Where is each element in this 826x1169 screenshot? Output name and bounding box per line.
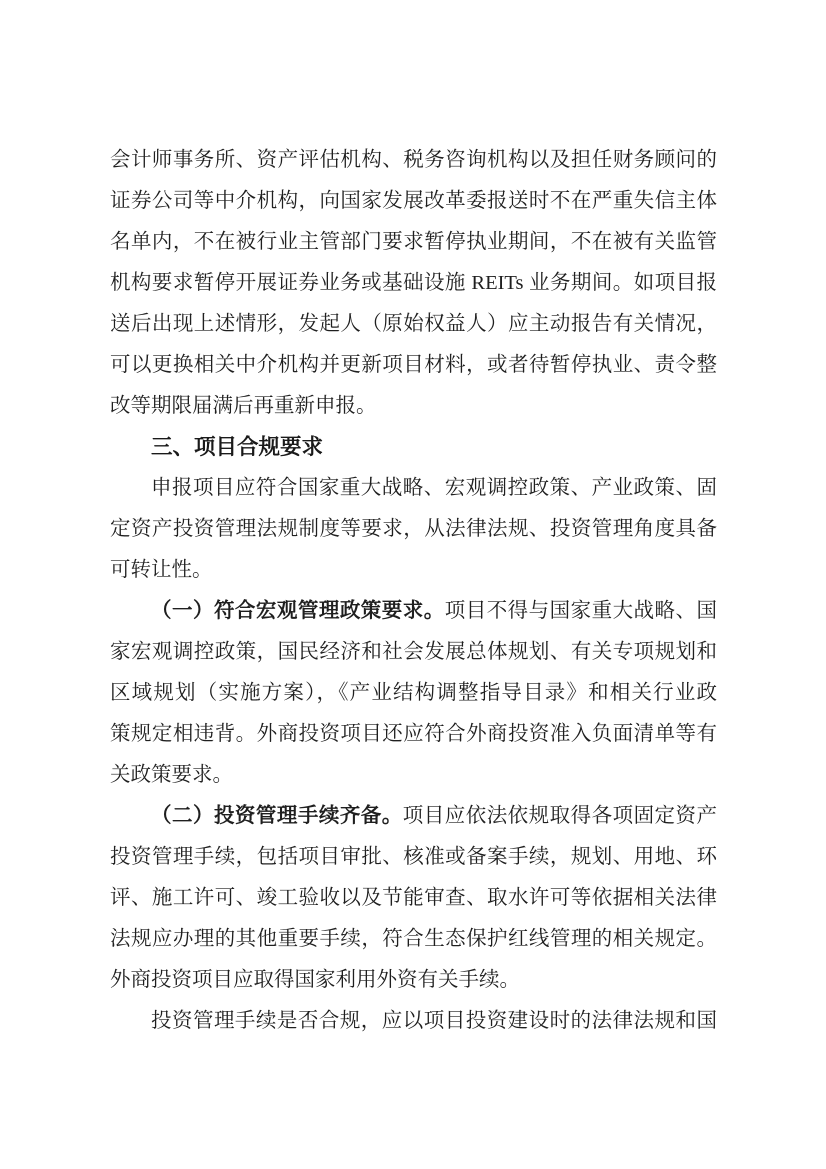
p4-line-5: 外商投资项目应取得国家利用外资有关手续。 (110, 969, 520, 991)
p3-line-1 (110, 591, 717, 632)
document-text-block (110, 140, 717, 1042)
p1-line-5: 送后出现上述情形，发起人（原始权益人）应主动报告有关情况， (110, 313, 717, 335)
p2-line-3: 可转让性。 (110, 559, 213, 581)
p5-line-1: 投资管理手续是否合规，应以项目投资建设时的法律法规和国 (151, 1010, 717, 1032)
p1-line-7: 改等期限届满后再重新申报。 (110, 395, 377, 417)
p1-line-4: 机构要求暂停开展证券业务或基础设施 REITs 业务期间。如项目报 (110, 272, 717, 294)
p3-line-1-rest: 项目不得与国家重大战略、国 (444, 600, 718, 622)
p3-line-3: 区域规划（实施方案），《产业结构调整指导目录》和相关行业政 (110, 682, 717, 704)
p4-line-3: 评、施工许可、竣工验收以及节能审查、取水许可等依据相关法律 (110, 887, 717, 909)
p4-line-2: 投资管理手续，包括项目审批、核准或备案手续，规划、用地、环 (110, 846, 717, 868)
p3-line-5: 关政策要求。 (110, 764, 233, 786)
p3-line-4: 策规定相违背。外商投资项目还应符合外商投资准入负面清单等有 (110, 723, 717, 745)
section-heading: 三、项目合规要求 (151, 435, 324, 459)
p4-line-4: 法规应办理的其他重要手续，符合生态保护红线管理的相关规定。 (110, 928, 717, 950)
p3-bold-lead: （一）符合宏观管理政策要求。 (151, 600, 445, 622)
p1-line-6: 可以更换相关中介机构并更新项目材料，或者待暂停执业、责令整 (110, 354, 717, 376)
p1-line-1: 会计师事务所、资产评估机构、税务咨询机构以及担任财务顾问的 (110, 149, 717, 171)
p1-line-3: 名单内，不在被行业主管部门要求暂停执业期间，不在被有关监管 (110, 231, 717, 253)
p4-bold-lead: （二）投资管理手续齐备。 (151, 805, 403, 827)
p4-line-1 (110, 796, 717, 837)
p2-line-2: 定资产投资管理法规制度等要求，从法律法规、投资管理角度具备 (110, 518, 717, 540)
p3-line-2: 家宏观调控政策，国民经济和社会发展总体规划、有关专项规划和 (110, 641, 717, 663)
p4-line-1-rest: 项目应依法依规取得各项固定资产 (402, 805, 718, 827)
p2-line-1: 申报项目应符合国家重大战略、宏观调控政策、产业政策、固 (151, 477, 717, 499)
p1-line-2: 证券公司等中介机构，向国家发展改革委报送时不在严重失信主体 (110, 190, 717, 212)
